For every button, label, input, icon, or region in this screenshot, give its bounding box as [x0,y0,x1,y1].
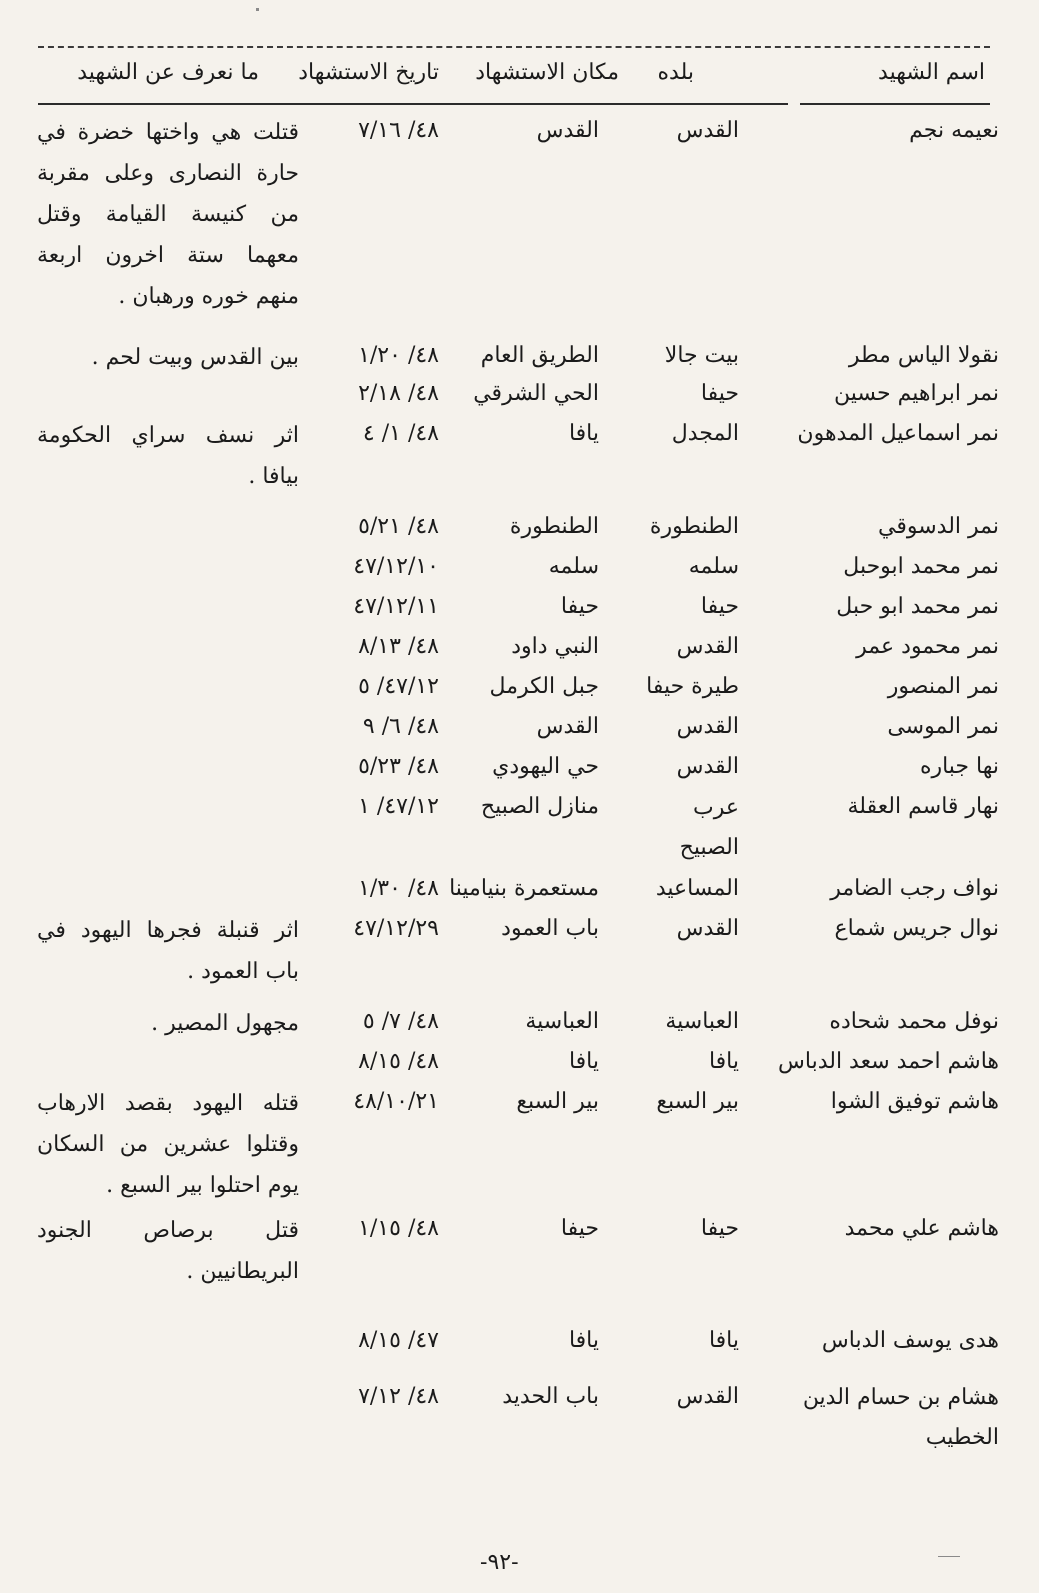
row-1-town: بيت جالا [664,343,739,368]
row-10-town: القدس [676,754,739,779]
row-0-name: نعيمه نجم [909,118,999,143]
header-notes: ما نعرف عن الشهيد [77,60,259,85]
row-3-place: يافا [568,421,599,446]
row-13-name: نوال جريس شماع [834,916,999,941]
row-9-name: نمر الموسى [887,714,999,739]
row-14-name: نوفل محمد شحاده [829,1009,999,1034]
header-town: بلده [657,60,694,85]
row-18-date: ٤٧/ ٨/١٥ [358,1328,439,1353]
row-6-town: حيفا [700,594,739,619]
row-4-place: الطنطورة [509,514,599,539]
header-place: مكان الاستشهاد [475,60,619,85]
top-dashed-rule [38,46,990,48]
row-13-note: اثر قنبلة فجرها اليهود في باب العمود . [37,918,299,984]
row-17-place: حيفا [560,1216,599,1241]
row-2-town: حيفا [700,381,739,406]
row-12-town: المساعيد [655,876,739,901]
row-12-date: ٤٨/ ١/٣٠ [358,876,439,901]
row-15-town: يافا [708,1049,739,1074]
row-19-date: ٤٨/ ٧/١٢ [358,1384,439,1409]
row-4-name: نمر الدسوقي [878,514,999,539]
row-14-town: العباسية [665,1009,739,1034]
row-1-date: ٤٨/ ١/٢٠ [358,343,439,368]
row-6-date: ٤٧/١٢/١١ [353,594,439,619]
row-9-date: ٤٨/ ٦/ ٩ [362,714,439,739]
row-15-name: هاشم احمد سعد الدباس [778,1049,999,1074]
row-1-note: بين القدس وبيت لحم . [91,345,299,370]
row-13-town: القدس [676,916,739,941]
row-2-date: ٤٨/ ٢/١٨ [358,381,439,406]
row-16-town: بير السبع [656,1089,739,1114]
row-5-town: سلمه [688,554,739,579]
row-3-date: ٤٨/ ١/ ٤ [362,421,439,446]
specks [256,8,259,11]
row-1-name: نقولا الياس مطر [848,343,999,368]
header-underline-left [38,103,788,105]
row-3-town: المجدل [671,421,739,446]
row-12-place: مستعمرة بنيامينا [449,876,599,901]
row-2-name: نمر ابراهيم حسين [834,381,999,406]
row-11-place: منازل الصبيح [480,794,599,819]
row-12-name: نواف رجب الضامر [830,876,999,901]
row-3-name: نمر اسماعيل المدهون [797,421,999,446]
row-7-place: النبي داود [511,634,599,659]
row-7-date: ٤٨/ ٨/١٣ [358,634,439,659]
row-3-note: اثر نسف سراي الحكومة بيافا . [37,423,299,489]
row-13-place: باب العمود [501,916,599,941]
page-number: -٩٢- [480,1550,519,1575]
row-8-date: ٤٧/١٢/ ٥ [358,674,439,699]
row-7-name: نمر محمود عمر [856,634,999,659]
row-14-place: العباسية [525,1009,599,1034]
row-13-date: ٤٧/١٢/٢٩ [353,916,439,941]
row-11-date: ٤٧/١٢/ ١ [358,794,439,819]
header-name: اسم الشهيد [878,60,985,85]
row-8-town: طيرة حيفا [646,674,739,699]
row-16-date: ٤٨/١٠/٢١ [353,1089,439,1114]
row-8-place: جبل الكرمل [489,674,599,699]
row-11-town: عرب الصبيح [679,795,739,860]
row-4-town: الطنطورة [649,514,739,539]
row-18-place: يافا [568,1328,599,1353]
row-16-name: هاشم توفيق الشوا [830,1089,999,1114]
row-17-date: ٤٨/ ١/١٥ [358,1216,439,1241]
row-1-place: الطريق العام [480,343,599,368]
row-7-town: القدس [676,634,739,659]
row-15-date: ٤٨/ ٨/١٥ [358,1049,439,1074]
row-4-date: ٤٨/ ٥/٢١ [358,514,439,539]
row-10-name: نها جباره [919,754,999,779]
header-date: تاريخ الاستشهاد [298,60,439,85]
row-18-town: يافا [708,1328,739,1353]
row-18-name: هدى يوسف الدباس [821,1328,999,1353]
row-15-place: يافا [568,1049,599,1074]
row-2-place: الحي الشرقي [473,381,599,406]
row-6-place: حيفا [560,594,599,619]
row-0-town: القدس [676,118,739,143]
row-6-name: نمر محمد ابو حبل [836,594,999,619]
row-19-town: القدس [676,1384,739,1409]
row-14-note: مجهول المصير . [151,1011,299,1036]
row-17-note: قتل برصاص الجنود البريطانيين . [37,1218,299,1284]
row-0-place: القدس [536,118,599,143]
row-19-place: باب الحديد [502,1384,599,1409]
row-9-place: القدس [536,714,599,739]
row-17-town: حيفا [700,1216,739,1241]
row-0-note: قتلت هي واختها خضرة في حارة النصارى وعلى مقربة من كنيسة القيامة وقتل معهما ستة اخرون اربعة منهم خوره ورهبان . [37,120,299,309]
row-17-name: هاشم علي محمد [844,1216,999,1241]
bottom-mark [938,1556,960,1557]
row-14-date: ٤٨/ ٧/ ٥ [362,1009,439,1034]
row-5-name: نمر محمد ابوحبل [843,554,999,579]
row-11-name: نهار قاسم العقلة [847,794,999,819]
row-16-place: بير السبع [516,1089,599,1114]
row-16-note: قتله اليهود بقصد الارهاب وقتلوا عشرين من السكان يوم احتلوا بير السبع . [37,1091,299,1198]
row-0-date: ٤٨/ ٧/١٦ [358,118,439,143]
row-9-town: القدس [676,714,739,739]
row-10-place: حي اليهودي [492,754,599,779]
row-19-name: هشام بن حسام الدين الخطيب [802,1385,999,1450]
row-5-date: ٤٧/١٢/١٠ [353,554,439,579]
row-5-place: سلمه [548,554,599,579]
row-8-name: نمر المنصور [887,674,999,699]
row-10-date: ٤٨/ ٥/٢٣ [358,754,439,779]
header-underline-right [800,103,990,105]
